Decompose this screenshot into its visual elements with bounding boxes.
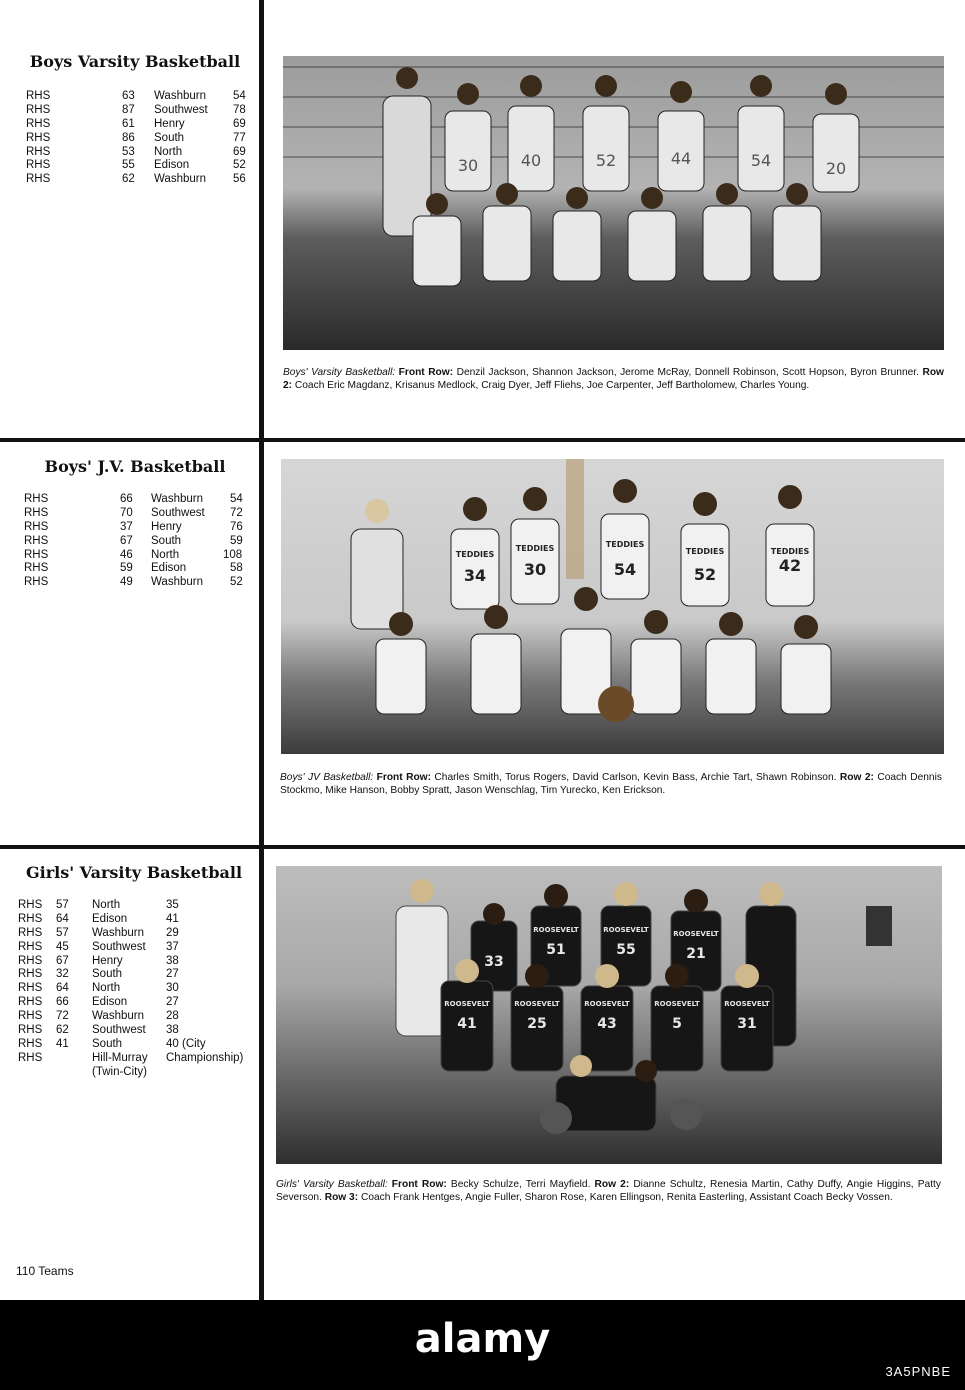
jersey-number: 33 <box>484 954 504 970</box>
jersey-lettering: TEDDIES <box>605 540 645 549</box>
score-row: RHS 63 Washburn 54 <box>26 90 246 102</box>
section-divider-2 <box>0 845 965 849</box>
score-row: RHS 67 South 59 <box>24 534 243 547</box>
score-row: RHS 87 Southwest 78 <box>26 103 246 116</box>
photo-caption-boys-varsity: Boys' Varsity Basketball: Front Row: Denzil Jackson, Shannon Jackson, Jerome McRay, Donnell Robinson, Scott Hopson, Byron Brunner. Row 2: Coach Eric Magdanz, Krisanus Medlock, Craig Dyer, Jeff Fliehs, Joe Carpenter, Jeff Bartholomew, Charles Young. <box>283 367 944 391</box>
score-row: RHS 57 North 35 <box>18 899 179 911</box>
jersey-number: 41 <box>457 1016 477 1032</box>
score-row: RHS 46 North 108 <box>24 548 243 561</box>
jersey-number: 54 <box>750 151 772 170</box>
photo-caption-boys-jv: Boys' JV Basketball: Front Row: Charles Smith, Torus Rogers, David Carlson, Kevin Bass, Archie Tart, Shawn Robinson. Row 2: Coach Dennis Stockmo, Mike Hanson, Bobby Spratt, Jason Wenschlag, Tim Yurecko, Ken Erickson. <box>280 772 942 796</box>
jersey-number: 21 <box>686 946 706 962</box>
score-row: RHS 67 Henry 38 <box>18 954 179 967</box>
jersey-number: 55 <box>616 942 636 958</box>
jersey-number: 52 <box>595 151 617 170</box>
jersey-number: 52 <box>693 565 717 584</box>
jersey-number: 30 <box>457 156 479 175</box>
image-id: 3A5PNBE <box>885 1364 951 1379</box>
score-row: RHS 55 Edison 52 <box>26 159 246 172</box>
scores-boys-varsity <box>26 90 254 187</box>
score-row: RHS 49 Washburn 52 <box>24 576 243 589</box>
score-row: RHS 70 Southwest 72 <box>24 506 243 519</box>
score-row: RHS 37 Henry 76 <box>24 520 243 533</box>
jersey-number: 54 <box>613 560 637 579</box>
jersey-number: 30 <box>523 560 547 579</box>
jersey-lettering: ROOSEVELT <box>654 1000 700 1008</box>
section-heading-boys-jv: Boys' J.V. Basketball <box>44 457 226 476</box>
team-photo-girls-varsity <box>276 866 942 1164</box>
watermark-logo: alamy <box>414 1316 551 1362</box>
score-row: RHS 64 North 30 <box>18 982 179 995</box>
score-row: RHS 32 South 27 <box>18 968 179 981</box>
score-row: RHS 66 Washburn 54 <box>24 493 243 505</box>
jersey-lettering: ROOSEVELT <box>584 1000 630 1008</box>
score-row: RHS Hill-Murray Championship) <box>18 1051 244 1064</box>
section-divider-1 <box>0 438 965 442</box>
score-row: RHS 53 North 69 <box>26 145 246 158</box>
jersey-lettering: TEDDIES <box>455 550 495 559</box>
score-row: RHS 57 Washburn 29 <box>18 926 179 939</box>
jersey-lettering: ROOSEVELT <box>603 926 649 934</box>
scores-boys-jv <box>24 493 254 590</box>
jersey-lettering: ROOSEVELT <box>444 1000 490 1008</box>
score-row: (Twin-City) <box>92 1065 147 1078</box>
jersey-number: 44 <box>670 149 692 168</box>
jersey-lettering: TEDDIES <box>515 544 555 553</box>
jersey-number: 43 <box>597 1016 617 1032</box>
jersey-number: 40 <box>520 151 542 170</box>
jersey-lettering: TEDDIES <box>685 547 725 556</box>
column-divider <box>259 0 264 1300</box>
section-heading-girls-varsity: Girls' Varsity Basketball <box>25 863 243 882</box>
jersey-number: 20 <box>825 159 847 178</box>
section-heading-boys-varsity: Boys Varsity Basketball <box>29 52 241 71</box>
score-row: RHS 72 Washburn 28 <box>18 1010 179 1023</box>
score-row: RHS 86 South 77 <box>26 131 246 144</box>
jersey-lettering: TEDDIES <box>770 547 810 556</box>
score-row: RHS 66 Edison 27 <box>18 996 179 1009</box>
score-row: RHS 61 Henry 69 <box>26 117 246 130</box>
team-photo-boys-jv <box>281 459 944 754</box>
jersey-number: 5 <box>672 1016 682 1032</box>
jersey-number: 42 <box>778 556 802 575</box>
jersey-number: 51 <box>546 942 566 958</box>
score-row: RHS 59 Edison 58 <box>24 562 243 575</box>
score-row: RHS 64 Edison 41 <box>18 912 179 925</box>
jersey-number: 34 <box>463 566 487 585</box>
jersey-lettering: ROOSEVELT <box>514 1000 560 1008</box>
score-row: RHS 45 Southwest 37 <box>18 940 179 953</box>
jersey-lettering: ROOSEVELT <box>673 930 719 938</box>
photo-caption-girls-varsity: Girls' Varsity Basketball: Front Row: Becky Schulze, Terri Mayfield. Row 2: Dianne Schultz, Renesia Martin, Cathy Duffy, Angie Higgins, Patty Severson. Row 3: Coach Frank Hentges, Angie Fuller, Sharon Rose, Karen Ellingson, Renita Easterling, Assistant Coach Becky Vossen. <box>276 1179 941 1203</box>
score-row: RHS 62 Washburn 56 <box>26 173 246 186</box>
score-row: RHS 41 South 40 (City <box>18 1037 206 1050</box>
page-folio: 110 Teams <box>16 1264 74 1278</box>
jersey-lettering: ROOSEVELT <box>533 926 579 934</box>
jersey-number: 25 <box>527 1016 547 1032</box>
jersey-number: 31 <box>737 1016 757 1032</box>
scores-girls-varsity <box>18 899 254 1080</box>
score-row: RHS 62 Southwest 38 <box>18 1024 179 1037</box>
jersey-lettering: ROOSEVELT <box>724 1000 770 1008</box>
team-photo-boys-varsity <box>283 56 944 350</box>
